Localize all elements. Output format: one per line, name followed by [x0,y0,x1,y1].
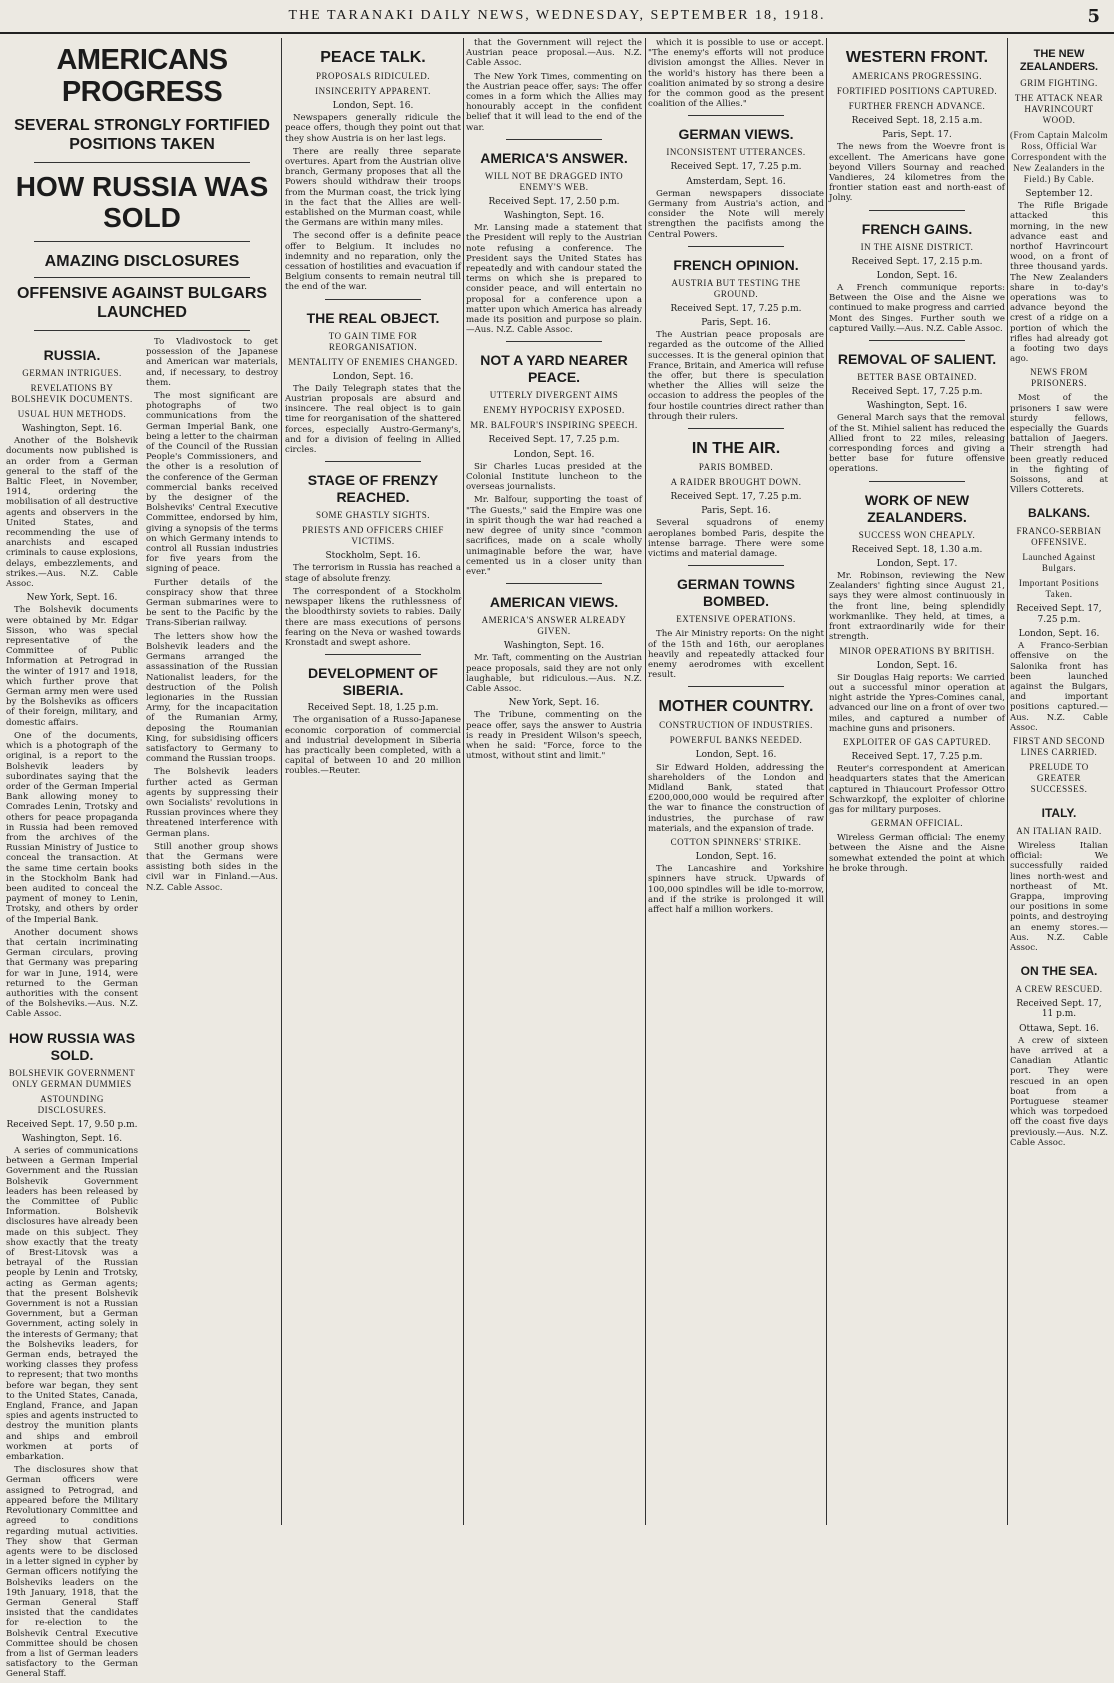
article-paragraph: Wireless Italian official: We successfully raided lines north-west and northeast of Mt. Grappa, improving our positions in some points, and destroying an enemy stores.—Aus. N.Z. Cable Assoc. [1010,840,1108,953]
divider [688,428,784,429]
section-subheading: COTTON SPINNERS' STRIKE. [670,836,802,847]
dateline: Ottawa, Sept. 16. [1019,1023,1099,1034]
dateline: Received Sept. 17, 2.15 p.m. [851,256,983,267]
section-subheading: ENEMY HYPOCRISY EXPOSED. [483,405,625,416]
dateline: London, Sept. 16. [332,371,414,382]
divider [506,139,602,140]
dateline: Washington, Sept. 16. [503,211,605,222]
article-paragraph: The most significant are photographs of two communications from the German Imperial Bank, one being a letter to the chairman of the Council of the Russian People's Commissioners, and the other is a resolution of the conference of the German commercial banks received by the designer of the Bolsheviks' Central Executive Committee, endorsed by him, giving a synopsis of the terms on which Germany intends to control all Russian industries for five years from the signing of peace. [146,391,278,575]
article-paragraph: The Austrian peace proposals are regarded as the outcome of the Allied successes. It is the general opinion that France, Britain, and America will refuse the offer, but there is speculation whether the Allies will seize the occasion to address the peoples of the four hostile countries direct rather than through their rulers. [648,330,824,422]
section-subheading: AN ITALIAN RAID. [1016,825,1102,836]
section-heading: WESTERN FRONT. [845,49,989,66]
section-heading: IN THE AIR. [691,440,781,458]
section-heading: DEVELOPMENT OF SIBERIA. [308,665,438,699]
dateline: Received Sept. 17, 7.25 p.m. [851,387,983,398]
column-rule [281,38,282,1525]
dateline: Received Sept. 18, 2.15 a.m. [851,116,983,126]
section-heading: RUSSIA. [43,347,101,363]
dateline: London, Sept. 16. [513,449,595,460]
article-paragraph: Mr. Balfour, supporting the toast of "The Guests," said the Empire was one in spirit though the war had reached a new degree of unity since "common sacrifices, made on a scale wholly unimaginable before the war, have cemented us in a closer unity than ever." [466,495,642,577]
section-heading: GERMAN VIEWS. [678,126,794,143]
section-subheading: PROPOSALS RIDICULED. [315,71,430,81]
divider [34,241,250,242]
divider [869,340,965,341]
article-paragraph: Another of the Bolshevik documents now published is an order from a German general to the staff of the Baltic Fleet, in November, 1914, ordering the mobilisation of all destructive agents and observers in the United States, and recommending the use of anarchists and escaped criminals to cause explosions, delays, embezzlements, and strikes.—Aus. N.Z. Cable Assoc. [6,436,138,590]
headline-offensive-bulgars: OFFENSIVE AGAINST BULGARS LAUNCHED [16,285,268,321]
dateline: Received Sept. 17, 7.25 p.m. [670,492,802,503]
section-subheading: FRANCO-SERBIAN OFFENSIVE. [1016,526,1102,548]
section-subheading: GERMAN INTRIGUES. [22,368,122,378]
section-subheading: BETTER BASE OBTAINED. [857,372,977,383]
section-subheading: EXPLOITER OF GAS CAPTURED. [842,736,991,747]
article-paragraph: There are really three separate overtures. Apart from the Austrian olive branch, Germany proposes that all the Powers should withdraw their troops from the Murman coast, the trick lying in the fact that the Allies are well-established on the Murman coast, while the Germans are within many miles. [285,146,461,229]
article-paragraph: Mr. Robinson, reviewing the New Zealanders' fighting since August 21, says they were almost continuously in the front line, being splendidly workmanlike. They held, at times, a front extraordinarily wide for their strength. [829,571,1005,643]
section-subheading: EXTENSIVE OPERATIONS. [676,614,796,625]
section-subheading: ASTOUNDING DISCLOSURES. [37,1093,107,1115]
column-rule [463,38,464,1525]
dateline: September 12. [1025,189,1093,199]
article-paragraph: The New York Times, commenting on the Austrian peace offer, says: The offer comes in a form which the Allies may honourably accept in the confident belief that it will lead to the end of the war. [466,71,642,133]
section-heading: WORK OF NEW ZEALANDERS. [864,491,970,525]
divider [506,341,602,342]
article-paragraph: Wireless German official: The enemy between the Aisne and the Aisne somewhat extended the point at which he broke through. [829,833,1005,874]
section-heading: PEACE TALK. [320,49,426,66]
article-paragraph: Mr. Lansing made a statement that the President will reply to the Austrian note refusing a conference. The President says the United States has repeatedly and with candour stated the terms on which she is prepared to consider peace, and will entertain no proposal for a conference upon a matter upon which America has already made its position and purpose so plain.—Aus. N.Z. Cable Assoc. [466,223,642,336]
section-subheading: MENTALITY OF ENEMIES CHANGED. [288,356,458,367]
dateline: New York, Sept. 16. [508,698,600,709]
section-heading: HOW RUSSIA WAS SOLD. [8,1029,136,1063]
section-heading: MOTHER COUNTRY. [658,698,814,716]
dateline: London, Sept. 16. [695,750,777,761]
dateline: Washington, Sept. 16. [503,641,605,652]
section-subheading: AMERICANS PROGRESSING. [851,71,983,81]
article-paragraph: To Vladivostock to get possession of the Japanese and American war materials, and, if necessary, to destroy them. [146,337,278,388]
article-paragraph: The terrorism in Russia has reached a stage of absolute frenzy. [285,563,461,584]
section-subheading: PRELUDE TO GREATER SUCCESSES. [1029,761,1089,794]
article-paragraph: One of the documents, which is a photograph of the original, is a report to the Bolshevik leaders by subordinates saying that the order of the German Imperial Bank allowing money to Comrades Lenin, Trotsky and others for peace propaganda in Russia had been removed from the archives of the Russian Ministry of Justice to conceal the transaction. At the same time certain books in the Stockholm Bank had been audited to conceal the payment of money to Lenin, Trotsky, and others by order of the Imperial Bank. [6,730,138,925]
dateline: Paris, Sept. 16. [701,506,771,517]
dateline: Received Sept. 18, 1.30 a.m. [851,544,983,555]
article-paragraph: The letters show how the Bolshevik leaders and the Germans arranged the assassination of the Russian Nationalist leaders, for the destruction of the Polish legionaries in the Russian Army, for the incapacitation of the Rumanian Army, deposing the Roumanian King, for subsidising officers satisfactory to Germany to command the Russian troops. [146,631,278,765]
dateline: Stockholm, Sept. 16. [325,551,421,562]
divider [325,299,421,300]
article-paragraph: Several squadrons of enemy aeroplanes bombed Paris, despite the intense barrage. There were some victims and material damage. [648,518,824,560]
section-subheading: WILL NOT BE DRAGGED INTO ENEMY'S WEB. [484,170,624,192]
section-subheading: FORTIFIED POSITIONS CAPTURED. [836,86,998,96]
article-paragraph: German newspapers dissociate Germany from Austria's action, and consider the Note will merely strengthen the pacifists among the Central Powers. [648,188,824,240]
section-subheading: GRIM FIGHTING. [1020,78,1098,88]
article-paragraph: Newspapers generally ridicule the peace offers, though they point out that they show Austria is on her last legs. [285,113,461,144]
article-paragraph: The correspondent of a Stockholm newspaper likens the ruthlessness of the bloodthirsty soviets to rabies. Daily there are mass executions of persons fearing on the Neva or washed towards Kronstadt and swept ashore. [285,586,461,648]
article-paragraph: The disclosures show that German officers were assigned to Petrograd, and appeared before the Military Revolutionary Committee and agreed to conditions regarding mutual activities. They show that German agents were to be disclosed in a letter signed in cypher by German officers notifying the Bolsheviks leaders on the 19th January, 1918, that the German General Staff insisted that the candidates for re-election to the Bolshevik Central Executive Committee should be chosen from a list of German leaders satisfactory to the German General Staff. [6,1465,138,1680]
article-paragraph: General March says that the removal of the St. Mihiel salient has reduced the Allied front to 22 miles, releasing corresponding forces and giving a better base for future offensive operations. [829,413,1005,475]
article-paragraph: Reuter's correspondent at American headquarters states that the American captured in Thiaucourt Professor Ottro Schwarzkopf, the exploiter of chlorine gas for military purposes. [829,764,1005,815]
divider [34,277,250,278]
section-subheading: MINOR OPERATIONS BY BRITISH. [839,645,995,656]
column-6 [1010,38,1108,1525]
section-subheading: INCONSISTENT UTTERANCES. [666,147,806,158]
byline: (From Captain Malcolm Ross, Official War Correspondent with the New Zealanders in the Field.) By Cable. [1010,130,1108,184]
dateline: Washington, Sept. 16. [21,1133,123,1144]
column-rule [1007,38,1008,1525]
section-subheading: CONSTRUCTION OF INDUSTRIES. [659,720,813,731]
headline-fortified-positions: SEVERAL STRONGLY FORTIFIED POSITIONS TAKEN [14,117,270,153]
dateline: London, Sept. 16. [1018,628,1100,639]
dateline: London, Sept. 16. [876,660,958,671]
section-subheading: IN THE AISNE DISTRICT. [860,241,974,252]
section-subheading: TO GAIN TIME FOR REORGANISATION. [328,330,418,352]
article-paragraph: A French communique reports: Between the Oise and the Aisne we continued to make progress and carried Mont des Singes. Further south we captured Vailly.—Aus. N.Z. Cable Assoc. [829,283,1005,334]
section-subheading: POWERFUL BANKS NEEDED. [669,735,803,746]
dateline: Received Sept. 17, 11 p.m. [1016,999,1102,1020]
section-subheading: PRIESTS AND OFFICERS CHIEF VICTIMS. [302,525,444,547]
column-1-body [6,337,278,1683]
dateline: London, Sept. 16. [695,851,777,862]
section-subheading: Important Positions Taken. [1018,578,1100,600]
section-heading: FRENCH OPINION. [673,256,799,273]
dateline: Paris, Sept. 17. [882,130,952,141]
column-rule [645,38,646,1525]
article-paragraph: The Daily Telegraph states that the Austrian proposals are absurd and insincere. The real object is to gain time for reorganisation of the shattered forces, especially Austro-Germany's, and for a division of feeling in Allied circles. [285,383,461,456]
section-heading: THE REAL OBJECT. [306,309,440,326]
dateline: Washington, Sept. 16. [21,424,123,434]
divider [325,461,421,462]
article-paragraph: Mr. Taft, commenting on the Austrian peace proposals, said they are not only laughable, but ridiculous.—Aus. N.Z. Cable Assoc. [466,653,642,694]
divider [688,246,784,247]
column-2 [285,38,461,1525]
article-paragraph: Another document shows that certain incriminating German circulars, proving that Germany was preparing for war in June, 1914, were returned to the German authorities with the consent of the Bolsheviks.—Aus. N.Z. Cable Assoc. [6,927,138,1020]
dateline: Amsterdam, Sept. 16. [686,176,786,187]
section-subheading: A CREW RESCUED. [1015,984,1103,995]
section-heading: BALKANS. [1028,506,1090,521]
section-subheading: UTTERLY DIVERGENT AIMS [489,390,619,401]
article-paragraph: A Franco-Serbian offensive on the Salonika front has been launched against the Bulgars, and important positions captured.—Aus. N.Z. Cable Assoc. [1010,641,1108,733]
page-number: 5 [1087,6,1100,27]
masthead-title: THE TARANAKI DAILY NEWS, WEDNESDAY, SEPTEMBER 18, 1918. [288,8,826,23]
section-subheading: MR. BALFOUR'S INSPIRING SPEECH. [470,420,638,431]
dateline: Received Sept. 17, 9.50 p.m. [6,1119,138,1130]
article-paragraph: Sir Edward Holden, addressing the shareholders of the London and Midland Bank, stated that £200,000,000 would be required after the war to finance the construction of industries, the purchase of raw materials, and the expansion of trade. [648,762,824,834]
divider [34,162,250,163]
section-heading: NOT A YARD NEARER PEACE. [480,352,628,386]
section-subheading: USUAL HUN METHODS. [17,409,127,419]
article-paragraph: A series of communications between a German Imperial Government and the Russian Bolshevik Government leaders has been released by the Committee of Public Information. Bolshevik disclosures have already been made on this subject. They show exactly that the treaty of Brest-Litovsk was a betrayal of the Russian people by Lenin and Trotsky, acting as German agents; that the present Bolshevik Government is not a Russian Government, but a German Government, acting solely in the interests of Germany; that the Bolsheviks leaders, for German ends, betrayed the working classes they profess to represent; that two months before war began, they sent to the United States, Canada, England, France, and Japan spies and agents instructed to destroy the munition plants and ships and embroil workmen at ports of embarkation. [6,1145,138,1463]
dateline: Received Sept. 17, 2.50 p.m. [488,196,620,207]
section-heading: FRENCH GAINS. [861,220,973,237]
section-subheading: SUCCESS WON CHEAPLY. [858,529,976,540]
divider [688,565,784,566]
dateline: Received Sept. 17, 7.25 p.m. [670,303,802,314]
column-1-left [6,337,138,1683]
divider [325,654,421,655]
section-subheading: THE ATTACK NEAR HAVRINCOURT WOOD. [1014,93,1104,125]
dateline: Paris, Sept. 16. [701,318,771,329]
divider [869,210,965,211]
article-paragraph: Most of the prisoners I saw were sturdy fellows, especially the Guards battalion of Jaegers. Their strength had been greatly reduced in the fighting of Soissons, and at Villers Cotterets. [1010,393,1108,496]
section-heading: STAGE OF FRENZY REACHED. [307,472,439,506]
column-4 [648,38,824,1525]
divider [506,583,602,584]
divider [869,481,965,482]
column-3 [466,38,642,1525]
section-subheading: Launched Against Bulgars. [1022,552,1096,574]
article-paragraph: A crew of sixteen have arrived at a Canadian Atlantic port. They were rescued in an open boat from a Portuguese steamer which was torpedoed off the coast five days previously.—Aus. N.Z. Cable Assoc. [1010,1035,1108,1148]
column-rule [826,38,827,1525]
section-subheading: FURTHER FRENCH ADVANCE. [848,101,986,111]
divider [688,686,784,687]
headline-americans-progress: AMERICANS PROGRESS [56,44,228,108]
column-5 [829,38,1005,1525]
article-paragraph: that the Government will reject the Austrian peace proposal.—Aus. N.Z. Cable Assoc. [466,38,642,69]
article-paragraph: The news from the Woevre front is excellent. The Americans have gone beyond Villers Sournay and reached Vandieres, 24 kilometres from the frontier station east and north-east of Jolny. [829,142,1005,204]
section-subheading: AMERICA'S ANSWER ALREADY GIVEN. [481,615,627,637]
section-subheading: BOLSHEVIK GOVERNMENT ONLY GERMAN DUMMIES [8,1067,136,1089]
article-paragraph: Still another group shows that the Germans were assisting both sides in the civil war in Finland.—Aus. N.Z. Cable Assoc. [146,841,278,893]
article-paragraph: Sir Douglas Haig reports: We carried out a successful minor operation at night astride the Ypres-Comines canal, advanced our line on a front of over two miles, and captured a number of machine guns and prisoners. [829,672,1005,734]
article-paragraph: The organisation of a Russo-Japanese economic corporation of commercial and industrial development in Siberia has practically been completed, with a capital of between 10 and 20 million roubles.—Reuter. [285,715,461,777]
column-1 [6,38,278,1680]
section-subheading: A RAIDER BROUGHT DOWN. [670,477,802,488]
section-heading: ITALY. [1041,805,1077,820]
article-paragraph: The Air Ministry reports: On the night of the 15th and 16th, our aeroplanes heavily and repeatedly attacked four enemy aerodromes with excellent result. [648,629,824,681]
dateline: London, Sept. 16. [332,101,414,111]
article-paragraph: The Lancashire and Yorkshire spinners have struck. Upwards of 100,000 spindles will be idle to-morrow, and if the strike is prolonged it will affect half a million workers. [648,864,824,915]
section-heading: ON THE SEA. [1020,964,1098,979]
dateline: Received Sept. 17, 7.25 p.m. [488,435,620,446]
masthead [0,0,1114,34]
section-heading: REMOVAL OF SALIENT. [837,351,997,368]
article-paragraph: The second offer is a definite peace offer to Belgium. It includes no indemnity and no reparation, only the cessation of hostilities and evacuation if Belgium consents to remain neutral till the end of the war. [285,231,461,293]
section-heading: AMERICA'S ANSWER. [480,149,628,166]
dateline: Received Sept. 17, 7.25 p.m. [670,162,802,173]
article-paragraph: The Rifle Brigade attacked this morning, in the new advance east and northof Havrincourt wood, on a front of three thousand yards. The New Zealanders share in to-day's operations was to advance beyond the crest of a ridge on a portion of which the rifles had already got a footing two days ago. [1010,201,1108,365]
section-heading: AMERICAN VIEWS. [489,594,619,611]
column-1-right [146,337,278,1683]
section-subheading: INSINCERITY APPARENT. [315,86,431,96]
article-paragraph: The Bolshevik documents were obtained by Mr. Edgar Sisson, who was special representative of the Committee of Public Information at Petrograd in the winter of 1917 and 1918, which further prove that German army men were used by the Bolsheviks as officers of their foreign, military, and domestic affairs. [6,605,138,728]
section-heading: GERMAN TOWNS BOMBED. [677,576,795,610]
section-subheading: NEWS FROM PRISONERS. [1030,367,1088,389]
section-subheading: FIRST AND SECOND LINES CARRIED. [1013,735,1105,757]
dateline: Received Sept. 17, 7.25 p.m. [1016,604,1102,625]
divider [34,330,250,331]
article-paragraph: Sir Charles Lucas presided at the Colonial Institute luncheon to the overseas journalists. [466,461,642,493]
article-paragraph: Further details of the conspiracy show that three German submarines were to be sent to the Pacific by the Trans-Siberian railway. [146,577,278,629]
section-subheading: SOME GHASTLY SIGHTS. [315,510,431,521]
section-subheading: GERMAN OFFICIAL. [870,818,963,829]
dateline: London, Sept. 16. [876,270,958,281]
headline-amazing-disclosures: AMAZING DISCLOSURES [44,253,240,270]
section-heading: THE NEW ZEALANDERS. [1019,48,1099,73]
divider [688,115,784,116]
dateline: Washington, Sept. 16. [866,401,968,412]
section-subheading: AUSTRIA BUT TESTING THE GROUND. [671,277,801,299]
section-subheading: PARIS BOMBED. [698,462,774,473]
headline-how-russia-was-sold: HOW RUSSIA WAS SOLD [15,171,269,233]
article-paragraph: The Tribune, commenting on the peace offer, says the answer to Austria is ready in President Wilson's speech, when he said: "Force, force to the utmost, without stint and limit." [466,710,642,762]
dateline: New York, Sept. 16. [26,593,118,604]
article-paragraph: The Bolshevik leaders further acted as German agents by suppressing their own Socialists' revolutions in Russian provinces where they threatened interference with German plans. [146,767,278,839]
dateline: Received Sept. 18, 1.25 p.m. [307,703,439,714]
section-subheading: REVELATIONS BY BOLSHEVIK DOCUMENTS. [11,383,133,404]
dateline: London, Sept. 17. [876,558,958,569]
dateline: Received Sept. 17, 7.25 p.m. [851,751,983,762]
article-paragraph: which it is possible to use or accept. "The enemy's efforts will not produce division amongst the Allies. Never in the world's history has there been a coalition animated by so strong a desire for the common good as the present coalition of the Allies." [648,38,824,110]
